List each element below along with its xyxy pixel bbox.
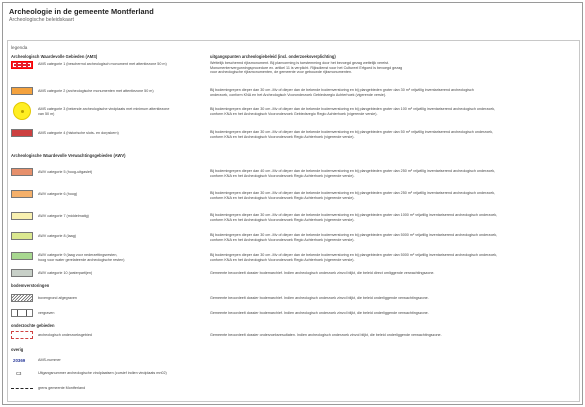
policy-awv-7-line-1: Bij bodemingrepen dieper dan 30 cm -Mv of dieper dan de bekende bodemverstoring en bij plangebieden groter dan 1000 m² vrijwillig inventariserend archeologisch onderzoek, [210,213,498,217]
legend-item-ams-3-line-1: AMS categorie 3 (bekende archeologische vindplaats met minimum attentiezone [38,107,170,111]
swatch-awv-5 [11,168,33,176]
swatch-awv-8 [11,232,33,240]
legend-label: legenda [11,45,28,50]
legend-item-vindplaats-number: Uitgangsnummer archeologische vindplaatsen (cursief indien vindplaats mn02) [38,371,167,375]
swatch-vergraven [11,309,33,317]
policy-awv-8-line-2: conform KNA en het Archeologisch Vooronderzoek Regio Achterhoek (vigerende versie). [210,237,355,242]
policy-afgegraven: Gemeente beoordeelt dossier bodemarchief. Indien archeologisch onderzoek zinvol blijkt, die beleid onderliggende verwachtingszone. [210,296,429,300]
legend-sheet [2,2,583,405]
page-title: Archeologie in de gemeente Montferland [9,7,154,16]
legend-item-ams-3-line-2: van 50 m) [38,111,55,116]
swatch-awv-10 [11,269,33,277]
section-ams-heading: Archeologisch Waardevolle Gebieden (AMS) [11,54,98,59]
policy-ams-2-line-2: onderzoek, conform KNA en het Archeologisch Vooronderzoek Gebiedsregio Achterhoek (vigerende versie). [210,92,387,97]
swatch-ams-3 [13,102,31,120]
ams-number-sample: 20369 [13,358,26,363]
legend-item-awv-10: AWV categorie 10 (waterpartijen) [38,271,93,275]
legend-item-ams-1: AMS categorie 1 (beschermd archeologisch monument met attentiezone 50 m) [38,62,167,66]
policy-ams-1-line-3: voor archeologische rijksmonumenten, de gemeente voor gebouwde rijksmonumenten. [210,70,353,75]
legend-item-awv-9-line-2: hoog voor water gerelateerde archeologische resten) [38,257,125,262]
legend-item-awv-8: AWV categorie 8 (laag) [38,234,76,238]
policy-ams-1-line-1: Wettelijk beschermd rijksmonument. Bij planvorming is toestemming door het bevoegd gezag wettelijk vereist. [210,61,390,65]
legend-item-ams-2: AMS categorie 2 (archeologische monumenten met attentiezone 50 m) [38,89,154,93]
policy-ams-4-line-1: Bij bodemingrepen dieper dan 30 cm -Mv of dieper dan de bekende bodemverstoring en bij plangebieden groter dan 50 m² vrijwillig inventariserend archeologisch onderzoek, [210,130,494,134]
swatch-awv-6 [11,190,33,198]
swatch-ams-1 [11,61,33,69]
column-policy-heading: uitgangspunten archeologiebeleid (incl. onderzoeksverplichting) [210,54,336,59]
section-awv-heading: Archeologische Waardevolle Verwachtingsgebieden (AWV) [11,153,126,158]
legend-item-ams-number: AMS-nummer [38,358,61,362]
swatch-onderzoeksgebied [11,331,33,339]
swatch-ams-4 [11,129,33,137]
vindplaats-number-sample: C3 [16,371,22,376]
gemeente-boundary-line [11,388,33,389]
vindplaats-dot-icon [21,110,24,113]
policy-ams-4-line-2: conform KNA en het Archeologisch Vooronderzoek Regio Achterhoek (vigerende versie). [210,134,355,139]
policy-vergraven: Gemeente beoordeelt dossier bodemarchief. Indien archeologisch onderzoek zinvol blijkt, die beleid onderliggende verwachtingszone. [210,311,429,315]
legend-item-awv-9-line-1: AWV categorie 9 (laag voor nederzettingsresten, [38,253,118,257]
section-overig-heading: overig [11,347,24,352]
section-verstoringen-heading: bodemverstoringen [11,283,50,288]
legend-item-awv-5: AWV categorie 5 (hoog-uitgaslet) [38,170,93,174]
page-subtitle: Archeologische beleidskaart [9,17,74,23]
legend-item-onderzoeksgebied: archeologisch onderzoeksgebied [38,333,92,337]
policy-awv-5-line-2: conform KNA en het Archeologisch Vooronderzoek Regio Achterhoek (vigerende versie). [210,173,355,178]
legend-item-vergraven: vergraven [38,311,55,315]
policy-awv-5-line-1: Bij bodemingrepen dieper dan 40 cm -Mv of dieper dan de bekende bodemverstoring en bij plangebieden groter dan 250 m² vrijwillig inventariserend archeologisch onderzoek, [210,169,496,173]
policy-awv-10: Gemeente beoordeelt dossier bodemarchief. Indien archeologisch onderzoek zinvol blijkt, die beleid direct omliggende verwachtingszone. [210,271,435,275]
section-onderzocht-heading: onderzochte gebieden [11,323,55,328]
policy-ams-1-line-2: Monumentenvergunningsprocedure ex. artikel 11 is verplicht. Rijksdienst voor het Cultureel Erfgoed is bevoegd gezag [210,65,403,70]
policy-onderzoeksgebied: Gemeente beoordeelt dossier onderzoeksresultaten. Indien archeologisch onderzoek zinvol blijkt, die beleid onderliggende verwachtingszone. [210,333,442,337]
policy-awv-6-line-1: Bij bodemingrepen dieper dan 30 cm -Mv of dieper dan de bekende bodemverstoring en bij plangebieden groter dan 250 m² vrijwillig inventariserend archeologisch onderzoek, [210,191,496,195]
legend-item-awv-7: AWV categorie 7 (middelmatig) [38,214,89,218]
legend-item-ams-4: AMS categorie 4 (historische slots- en dorpskern) [38,131,119,135]
swatch-awv-9 [11,252,33,260]
legend-item-afgegraven: bovengrond afgegraven [38,296,77,300]
swatch-afgegraven [11,294,33,302]
policy-ams-2-line-1: Bij bodemingrepen dieper dan 30 cm -Mv of dieper dan de bekende bodemverstoring en bij plangebieden groter dan 30 m² vrijwillig inventariserend archeologisch [210,88,474,92]
swatch-ams-2 [11,87,33,95]
swatch-awv-7 [11,212,33,220]
legend-item-awv-6: AWV categorie 6 (hoog) [38,192,78,196]
legend-item-gemeente-boundary: grens gemeente Montferland [38,386,86,390]
policy-awv-6-line-2: conform KNA en het Archeologisch Vooronderzoek Regio Achterhoek (vigerende versie). [210,195,355,200]
policy-awv-9-line-1: Bij bodemingrepen dieper dan 30 cm -Mv of dieper dan de bekende bodemverstoring en bij plangebieden groter dan 5000 m² vrijwillig inventariserend archeologisch onderzoek, [210,253,498,257]
policy-awv-8-line-1: Bij bodemingrepen dieper dan 30 cm -Mv of dieper dan de bekende bodemverstoring en bij plangebieden groter dan 5000 m² vrijwillig inventariserend archeologisch onderzoek, [210,233,498,237]
policy-awv-9-line-2: conform KNA en het Archeologisch Vooronderzoek Regio Achterhoek (vigerende versie). [210,257,355,262]
policy-awv-7-line-2: conform KNA en het Archeologisch Vooronderzoek Regio Achterhoek (vigerende versie). [210,217,355,222]
policy-ams-3-line-1: Bij bodemingrepen dieper dan 30 cm -Mv of dieper dan de bekende bodemverstoring en bij plangebieden groter dan 100 m² vrijwillig inventariserend archeologisch onderzoek, [210,107,496,111]
policy-ams-3-line-2: conform KNA en het Archeologisch Vooronderzoek Gebiedsregio Regio Achterhoek (vigerende versie). [210,111,378,116]
